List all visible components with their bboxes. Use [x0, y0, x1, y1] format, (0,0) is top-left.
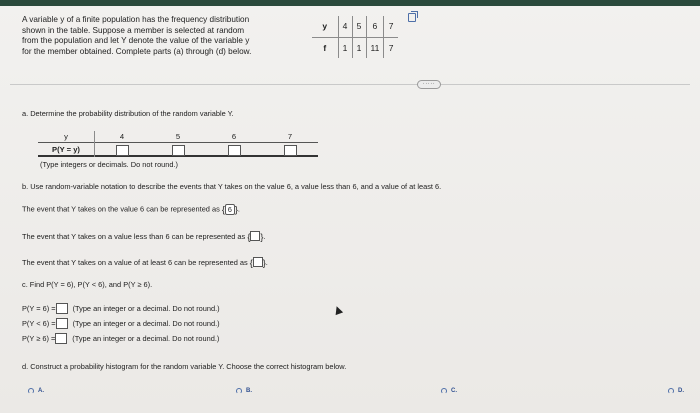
more-button[interactable]: ····· [417, 80, 441, 89]
probability-input-5[interactable] [172, 145, 185, 156]
input-hint: (Type an integer or a decimal. Do not round.) [72, 334, 220, 343]
open-brace: { [221, 204, 225, 215]
y-value: 7 [384, 16, 398, 37]
probability-input-6[interactable] [228, 145, 241, 156]
intro-line: shown in the table. Suppose a member is selected at random [22, 25, 245, 35]
table-row [312, 37, 398, 58]
y-value: 5 [352, 16, 366, 37]
part-d-prompt: d. Construct a probability histogram for the random variable Y. Choose the correct histogram below. [22, 362, 347, 371]
copy-table-icon[interactable] [408, 13, 416, 22]
part-a-prompt: a. Determine the probability distribution of the random variable Y. [22, 109, 234, 118]
part-b-line-2: The event that Y takes on a value less than 6 can be represented as { }. [22, 232, 266, 243]
probability-label: P(Y = 6) = [22, 304, 56, 313]
open-brace: { [247, 232, 251, 243]
part-b-prompt: b. Use random-variable notation to describe the events that Y takes on the value 6, a value less than 6, and a value of at least 6. [22, 182, 442, 191]
option-a-radio[interactable] [28, 388, 34, 394]
option-d-radio[interactable] [668, 388, 674, 394]
option-c-label: C. [451, 388, 457, 394]
section-divider [10, 84, 690, 85]
event-answer-2[interactable] [250, 231, 260, 241]
open-brace: { [249, 258, 253, 269]
option-a-label: A. [38, 388, 44, 394]
part-c-row [22, 318, 220, 329]
probability-label: P(Y ≥ 6) = [22, 334, 56, 343]
y-value: 4 [338, 16, 352, 37]
y-row-label: y [64, 132, 68, 141]
top-bar [0, 0, 700, 6]
y-value: 6 [231, 132, 237, 141]
p-less-6-input[interactable] [56, 318, 68, 329]
part-c-row [22, 333, 219, 344]
event-answer-1[interactable]: 6 [225, 204, 235, 215]
option-b-radio[interactable] [236, 388, 242, 394]
p-equal-6-input[interactable] [56, 303, 68, 314]
input-hint: (Type an integer or a decimal. Do not round.) [72, 319, 220, 328]
problem-intro [22, 15, 307, 57]
event-answer-3[interactable] [253, 257, 263, 267]
close-brace: } [234, 204, 238, 215]
p-row-label: P(Y = y) [52, 145, 80, 154]
f-value: 1 [338, 37, 352, 58]
y-value: 5 [175, 132, 181, 141]
probability-input-7[interactable] [284, 145, 297, 156]
probability-table [38, 131, 318, 159]
y-value: 4 [119, 132, 125, 141]
y-value: 6 [366, 16, 384, 37]
part-c-prompt: c. Find P(Y = 6), P(Y < 6), and P(Y ≥ 6). [22, 280, 153, 289]
part-a-note: (Type integers or decimals. Do not round.) [40, 160, 179, 169]
y-value: 7 [287, 132, 293, 141]
mouse-cursor-icon [333, 305, 343, 315]
part-b-line-1-text: The event that Y takes on the value 6 can be represented as [22, 204, 220, 214]
option-d-label: D. [678, 388, 684, 394]
option-b-label: B. [246, 388, 252, 394]
f-value: 1 [352, 37, 366, 58]
part-c-row [22, 303, 220, 314]
close-brace: } [260, 232, 264, 243]
part-b-line-2-text: The event that Y takes on a value less than 6 can be represented as [22, 232, 246, 241]
probability-input-4[interactable] [116, 145, 129, 156]
part-b-line-3: The event that Y takes on a value of at least 6 can be represented as { }. [22, 258, 268, 269]
probability-label: P(Y < 6) = [22, 319, 56, 328]
f-value: 7 [384, 37, 398, 58]
close-brace: } [262, 258, 266, 269]
part-b-line-3-text: The event that Y takes on a value of at least 6 can be represented as [22, 258, 248, 267]
f-value: 11 [366, 37, 384, 58]
part-b-line-1: The event that Y takes on the value 6 can be represented as { 6 }. [22, 204, 240, 215]
input-hint: (Type an integer or a decimal. Do not round.) [72, 304, 220, 313]
f-header: f [312, 37, 338, 58]
frequency-table [312, 16, 398, 58]
intro-line: from the population and let Y denote the value of the variable y [22, 36, 250, 45]
intro-line: for the member obtained. Complete parts (a) through (d) below. [22, 46, 252, 56]
intro-line: A variable y of a finite population has the frequency distribution [22, 15, 250, 24]
option-c-radio[interactable] [441, 388, 447, 394]
p-at-least-6-input[interactable] [55, 333, 67, 344]
y-header: y [312, 16, 338, 37]
table-row [312, 16, 398, 37]
